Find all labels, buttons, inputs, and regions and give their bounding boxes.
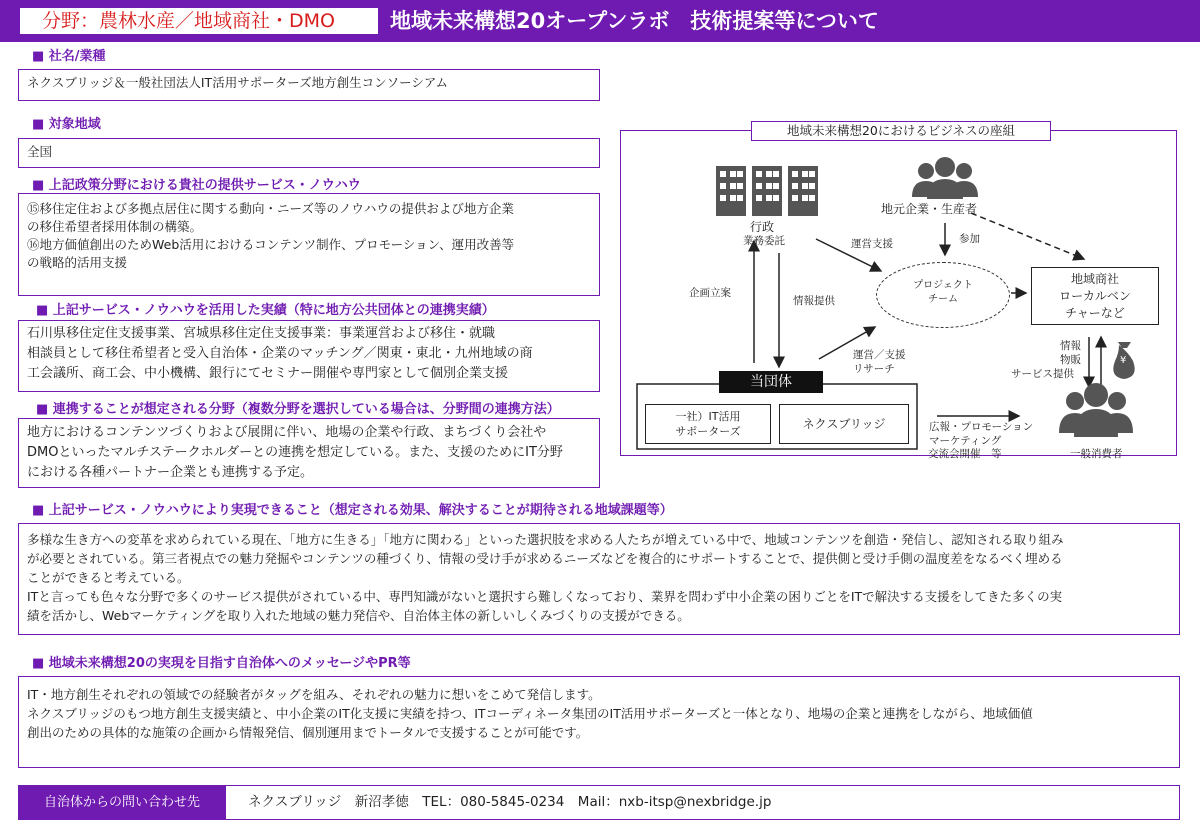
service-label: サービス提供 xyxy=(1011,368,1074,380)
services-line: の戦略的活用支援 xyxy=(27,255,128,270)
field-category: 分野：農林水産／地域商社・DMO xyxy=(18,6,380,36)
building-icon xyxy=(716,166,818,216)
jimoto-label: 地元企業・生産者 xyxy=(881,202,978,216)
footer-label: 自治体からの問い合わせ先 xyxy=(18,785,226,820)
services-line: ⑮移住定住および多拠点居住に関する動向・ニーズ等のノウハウの提供および地方企業 xyxy=(27,201,514,216)
project-line2: チーム xyxy=(928,294,958,305)
message-box xyxy=(18,676,1180,768)
kouhou-line2: マーケティング xyxy=(929,435,1002,447)
gyomu-itaku-label: 業務委託 xyxy=(743,235,785,247)
services-label: ■ 上記政策分野における貴社の提供サービス・ノウハウ xyxy=(32,178,361,193)
kouhou-line3: 交流会開催 等 xyxy=(928,448,1002,460)
diagram-title: 地域未来構想20におけるビジネスの座組 xyxy=(751,121,1051,141)
kouhou-line1: 広報・プロモーション xyxy=(929,421,1034,433)
collaboration-line: DMOといったマルチステークホルダーとの連携を想定している。また、支援のためにIT分野 xyxy=(27,445,563,460)
message-line: IT・地方創生それぞれの領域での経験者がタッグを組み、それぞれの魅力に想いをこめて発信します。 xyxy=(27,687,601,702)
effects-line: ITと言っても色々な分野で多くのサービス提供がされている中、専門知識がないと選択すら難しくなっており、業界を問わず中小企業の困りごとをITで解決する支援をしてきた多くの実 xyxy=(27,589,1063,604)
record-line: 工会議所、商工会、中小機構、銀行にてセミナー開催や専門家として個別企業支援 xyxy=(27,366,509,381)
sanka-label: 参加 xyxy=(959,233,980,245)
company-box xyxy=(18,69,600,101)
services-line: の移住希望者採用体制の構築。 xyxy=(27,219,203,234)
record-box xyxy=(18,320,600,392)
page-title: 地域未来構想20オープンラボ 技術提案等について xyxy=(390,9,879,33)
project-team-ellipse xyxy=(876,262,1010,328)
nexbridge-label: ネクスブリッジ xyxy=(802,417,886,431)
record-line: 相談員として移住希望者と受入自治体・企業のマッチング／関東・東北・九州地域の商 xyxy=(27,346,533,361)
effects-box xyxy=(18,523,1180,635)
it-line1: 一社）IT活用 xyxy=(675,410,741,423)
effects-line: 績を活かし、Webマーケティングを取り入れた地域の魅力発信や、自治体主体の新しいしくみづくりの支援ができる。 xyxy=(27,608,690,623)
arrow-jimoto-shosha xyxy=(971,213,1084,259)
it-supporters-box xyxy=(645,404,771,444)
consumer-label: 一般消費者 xyxy=(1070,448,1123,460)
joho-teikyo-label: 情報提供 xyxy=(793,295,835,307)
touda-label: 当団体 xyxy=(719,371,823,393)
region-value: 全国 xyxy=(27,144,53,159)
effects-label: ■ 上記サービス・ノウハウにより実現できること（想定される効果、解決することが期待される地域課題等） xyxy=(32,503,673,518)
chiiki-shosha-box xyxy=(1031,267,1159,325)
chiiki-shosha-line1: 地域商社 xyxy=(1070,272,1119,286)
effects-line: ことができると考えている。 xyxy=(27,570,190,585)
buppan-label: 物販 xyxy=(1060,354,1081,366)
unei-research-line2: リサーチ xyxy=(853,363,895,375)
collaboration-line: 地方におけるコンテンツづくりおよび展開に伴い、地場の企業や行政、まちづくり会社や xyxy=(27,425,547,440)
collaboration-label: ■ 連携することが想定される分野（複数分野を選択している場合は、分野間の連携方法） xyxy=(36,402,560,417)
effects-line: が必要とされている。第三者視点での魅力発掘やコンテンツの種づくり、情報の受け手が求めるニーズなどを複合的にサポートすることで、提供側と受け手側の温度差をなるべく埋める xyxy=(27,551,1063,566)
collaboration-line: における各種パートナー企業とも連携する予定。 xyxy=(27,465,314,480)
message-line: 創出のための具体的な施策の企画から情報発信、個別運用までトータルで支援することが可能です。 xyxy=(27,725,589,740)
collaboration-box xyxy=(18,418,600,488)
record-line: 石川県移住定住支援事業、宮城県移住定住支援事業：事業運営および移住・就職 xyxy=(27,326,496,341)
kikaku-label: 企画立案 xyxy=(689,287,731,299)
yen-symbol: ¥ xyxy=(1120,355,1127,366)
chiiki-shosha-line3: チャーなど xyxy=(1065,306,1125,320)
message-label: ■ 地域未来構想20の実現を目指す自治体へのメッセージやPR等 xyxy=(32,656,411,671)
it-line2: サポーターズ xyxy=(675,425,741,438)
unei-shien-label: 運営支援 xyxy=(851,238,893,250)
people-icon xyxy=(912,157,978,199)
services-line: ⑯地方価値創出のためWeb活用におけるコンテンツ制作、プロモーション、運用改善等 xyxy=(27,237,515,252)
record-label: ■ 上記サービス・ノウハウを活用した実績（特に地方公共団体との連携実績） xyxy=(36,303,495,318)
region-box xyxy=(18,138,600,168)
footer-contact: ネクスブリッジ 新沼孝徳 TEL：080-5845-0234 Mail：nxb-itsp@nexbridge.jp xyxy=(248,794,772,810)
services-box xyxy=(18,193,600,296)
region-label: ■ 対象地域 xyxy=(32,117,101,132)
project-line1: プロジェクト xyxy=(913,280,973,291)
company-value: ネクスブリッジ＆一般社団法人IT活用サポーターズ地方創生コンソーシアム xyxy=(27,75,448,90)
company-label: ■ 社名/業種 xyxy=(32,49,106,64)
message-line: ネクスブリッジのもつ地方創生支援実績と、中小企業のIT化支援に実績を持つ、ITコーディネータ集団のIT活用サポーターズと一体となり、地場の企業と連携をしながら、地域価値 xyxy=(27,706,1033,721)
unei-research-line1: 運営／支援 xyxy=(853,349,906,361)
effects-line: 多様な生き方への変革を求められている現在、「地方に生きる」「地方に関わる」といった選択肢を求める人たちが増えている中で、地域コンテンツを創造・発信し、認知される取り組み xyxy=(27,532,1064,547)
nexbridge-box xyxy=(779,404,909,444)
chiiki-shosha-line2: ローカルベン xyxy=(1059,289,1131,303)
jouhou-label: 情報 xyxy=(1060,340,1081,352)
gyosei-label: 行政 xyxy=(750,220,775,234)
consumer-people-icon xyxy=(1059,383,1133,437)
